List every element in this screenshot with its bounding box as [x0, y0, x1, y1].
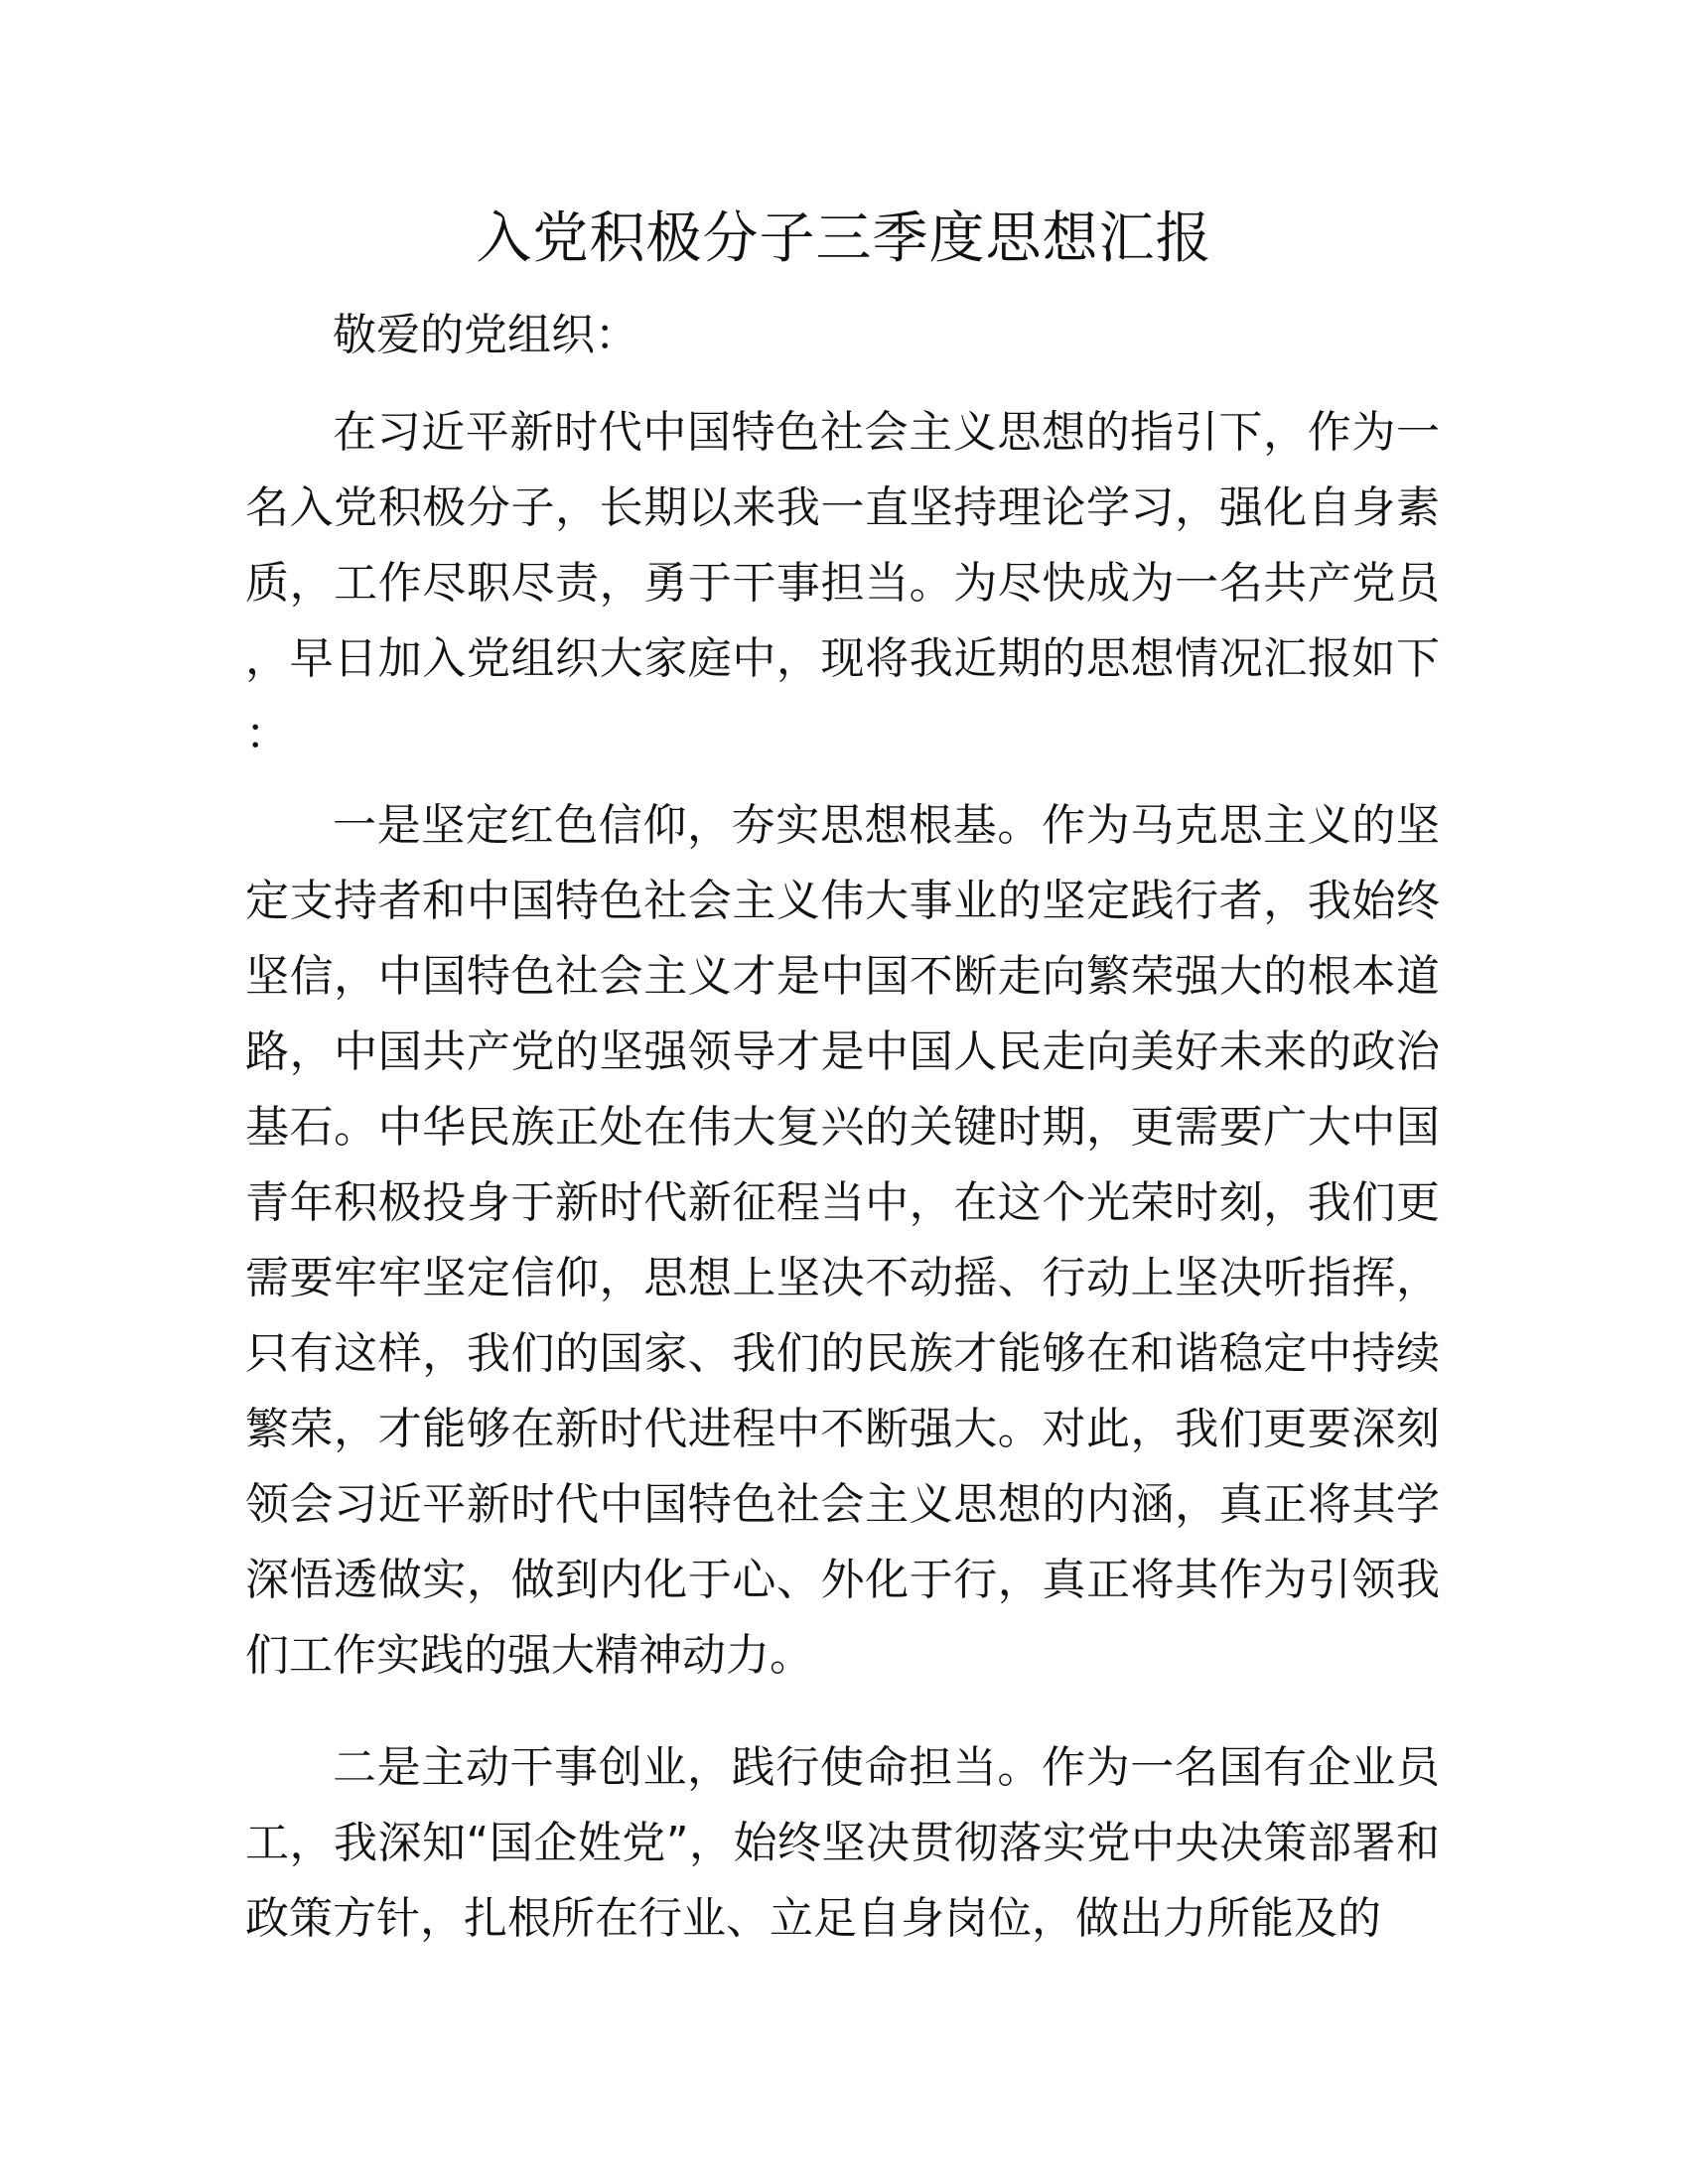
paragraph-point-one: 一是坚定红色信仰，夯实思想根基。作为马克思主义的坚定支持者和中国特色社会主义伟大事业的坚定践行者，我始终坚信，中国特色社会主义才是中国不断走向繁荣强大的根本道路，中国共产党的坚强领导才是中国人民走向美好未来的政治基石。中华民族正处在伟大复兴的关键时期，更需要广大中国青年积极投身于新时代新征程当中，在这个光荣时刻，我们更需要牢牢坚定信仰，思想上坚决不动摇、行动上坚决听指挥，只有这样，我们的国家、我们的民族才能够在和谐稳定中持续繁荣，才能够在新时代进程中不断强大。对此，我们更要深刻领会习近平新时代中国特色社会主义思想的内涵，真正将其学深悟透做实，做到内化于心、外化于行，真正将其作为引领我们工作实践的强大精神动力。 [245, 800, 1440, 1681]
paragraph-point-two: 二是主动干事创业，践行使命担当。作为一名国有企业员工，我深知“国企姓党”，始终坚决贯彻落实党中央决策部署和政策方针，扎根所在行业、立足自身岗位，做出力所能及的 [245, 1742, 1440, 1944]
document-title: 入党积极分子三季度思想汇报 [476, 206, 1212, 271]
salutation: 敬爱的党组织： [333, 310, 638, 360]
paragraph-intro: 在习近平新时代中国特色社会主义思想的指引下，作为一名入党积极分子，长期以来我一直坚持理论学习，强化自身素质，工作尽职尽责，勇于干事担当。为尽快成为一名共产党员，早日加入党组织大家庭中，现将我近期的思想情况汇报如下： [245, 407, 1440, 759]
